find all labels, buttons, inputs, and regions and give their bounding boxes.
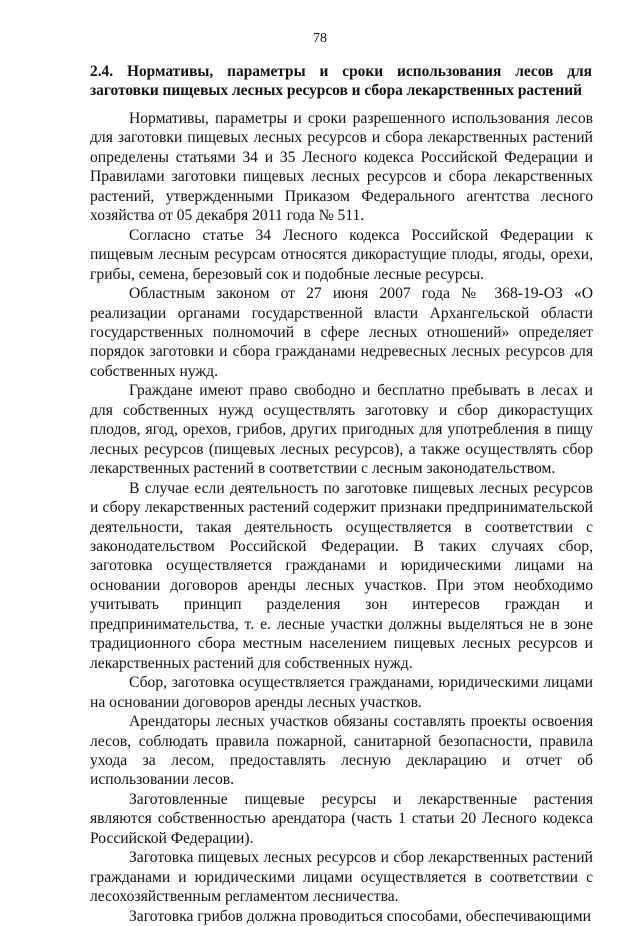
paragraph: Заготовленные пищевые ресурсы и лекарственные растения являются собственностью арендатора (часть 1 статьи 20 Лесного кодекса Российской Федерации).	[90, 790, 593, 847]
paragraph: Заготовка пищевых лесных ресурсов и сбор лекарственных растений гражданами и юридическими лицами осуществляется в соответствии с лесохозяйственным регламентом лесничества.	[90, 849, 593, 906]
paragraph: Областным законом от 27 июня 2007 года № 368-19-ОЗ «О реализации органами государственной власти Архангельской области государственных полномочий в сфере лесных отношений» определяет порядок заготовки и сбора гражданами недревесных лесных ресурсов для собственных нужд.	[90, 285, 593, 380]
paragraph: Арендаторы лесных участков обязаны составлять проекты освоения лесов, соблюдать правила пожарной, санитарной безопасности, правила ухода за лесом, предоставлять лесную декларацию и отчет об использовании лесов.	[90, 713, 593, 789]
page-number: 78	[313, 31, 327, 46]
paragraph: Нормативы, параметры и сроки разрешенного использования лесов для заготовки пищевых лесных ресурсов и сбора лекарственных растений определены статьями 34 и 35 Лесного кодекса Российской Федерации и Правилами заготовки пищевых лесных ресурсов и сбора лекарственных растений, утвержденными Приказом Федерального агентства лесного хозяйства от 05 декабря 2011 года № 511.	[90, 110, 593, 225]
document-body	[90, 109, 593, 926]
section-heading	[90, 62, 592, 100]
paragraph: В случае если деятельность по заготовке пищевых лесных ресурсов и сбору лекарственных растений содержит признаки предпринимательской деятельности, такая деятельность осуществляется в соответствии с законодательством Российской Федерации. В таких случаях сбор, заготовка осуществляется гражданами и юридическими лицами на основании договоров аренды лесных участков. При этом необходимо учитывать принцип разделения зон интересов граждан и предпринимательства, т. е. лесные участки должны выделяться не в зоне традиционного сбора местным населением пищевых лесных ресурсов и лекарственных растений для собственных нужд.	[90, 479, 593, 672]
section-heading-line: заготовки пищевых лесных ресурсов и сбора лекарственных растений	[90, 82, 582, 99]
paragraph: Согласно статье 34 Лесного кодекса Российской Федерации к пищевым лесным ресурсам относятся дикорастущие плоды, ягоды, орехи, грибы, семена, березовый сок и подобные лесные ресурсы.	[90, 226, 593, 283]
section-heading-line: 2.4. Нормативы, параметры и сроки использования лесов для	[90, 63, 592, 80]
paragraph: Граждане имеют право свободно и бесплатно пребывать в лесах и для собственных нужд осуществлять заготовку и сбор дикорастущих плодов, ягод, орехов, грибов, других пригодных для употребления в пищу лесных ресурсов (пищевых лесных ресурсов), а также осуществлять сбор лекарственных растений в соответствии с лесным законодательством.	[90, 382, 593, 478]
paragraph: Сбор, заготовка осуществляется гражданами, юридическими лицами на основании договоров аренды лесных участков.	[90, 674, 593, 711]
paragraph: Заготовка грибов должна проводиться способами, обеспечивающими	[129, 907, 591, 925]
